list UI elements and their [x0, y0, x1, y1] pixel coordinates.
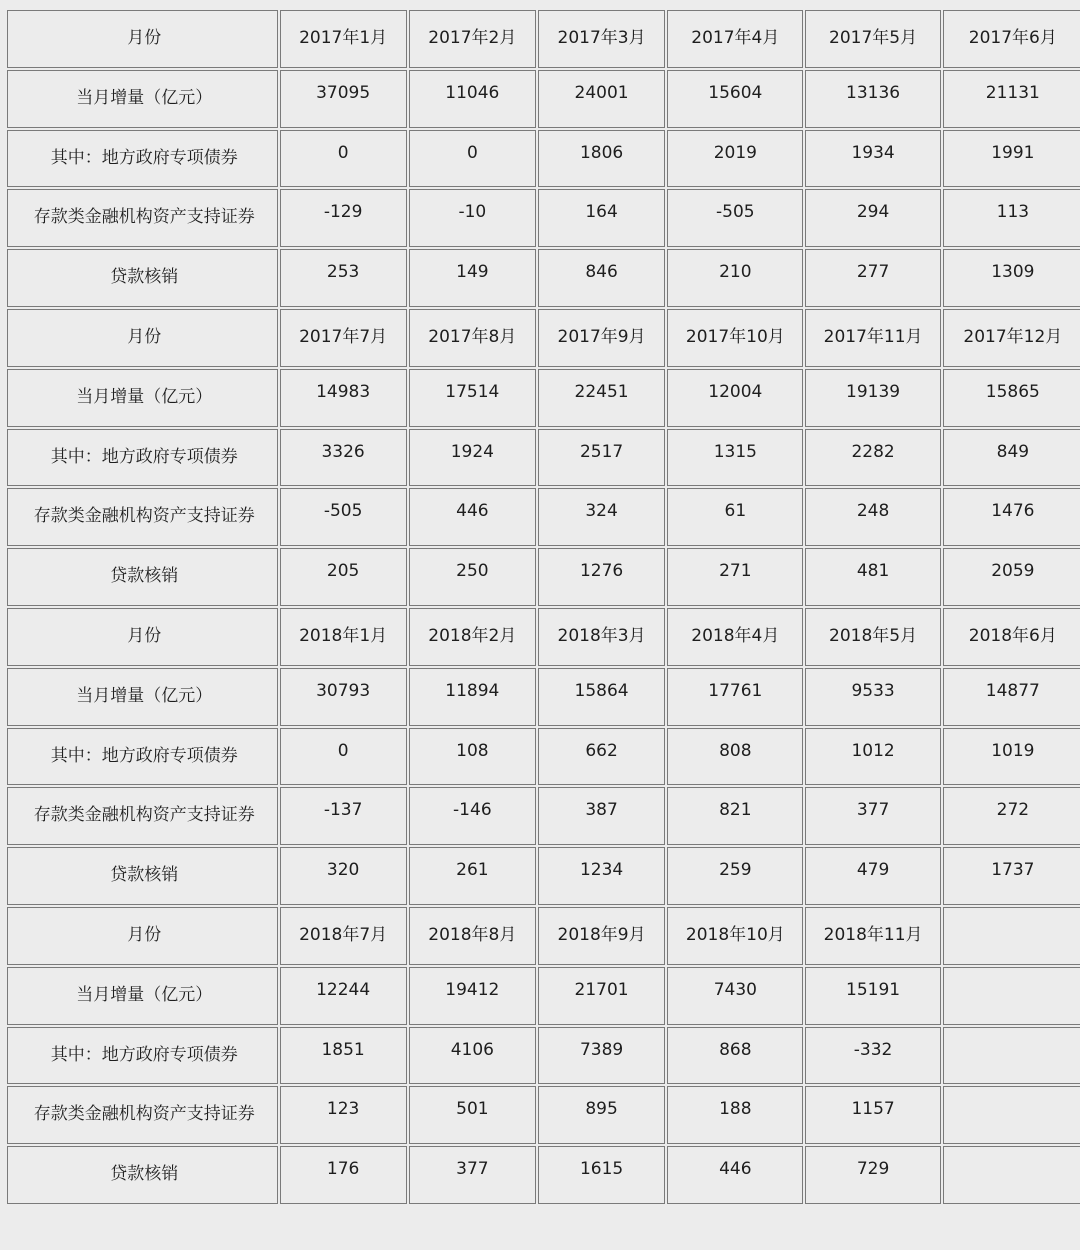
table-cell: 377 [409, 1146, 536, 1204]
table-row [7, 787, 1080, 845]
row-label-cell: 贷款核销 [7, 847, 278, 905]
table-cell: 2018年10月 [667, 907, 803, 965]
table-cell: 13136 [805, 70, 940, 128]
table-row [7, 1027, 1080, 1085]
table-cell: 895 [538, 1086, 665, 1144]
table-cell: 1737 [943, 847, 1080, 905]
table-cell: 12004 [667, 369, 803, 427]
table-cell [943, 907, 1080, 965]
table-row [7, 309, 1080, 367]
table-cell: 11046 [409, 70, 536, 128]
table-cell: 2282 [805, 429, 940, 487]
table-cell: 2018年3月 [538, 608, 665, 666]
table-cell: 19412 [409, 967, 536, 1025]
table-row [7, 70, 1080, 128]
table-cell: 123 [280, 1086, 407, 1144]
table-cell: -146 [409, 787, 536, 845]
table-cell: 324 [538, 488, 665, 546]
table-cell: 2017年1月 [280, 10, 407, 68]
table-cell: 272 [943, 787, 1080, 845]
table-cell: -10 [409, 189, 536, 247]
row-label-cell: 其中：地方政府专项债券 [7, 1027, 278, 1085]
table-cell: 446 [667, 1146, 803, 1204]
row-label-cell: 月份 [7, 10, 278, 68]
table-cell: -137 [280, 787, 407, 845]
table-cell: 320 [280, 847, 407, 905]
table-cell: 37095 [280, 70, 407, 128]
table-cell: 30793 [280, 668, 407, 726]
table-cell: 2017年4月 [667, 10, 803, 68]
table-cell: 2017年10月 [667, 309, 803, 367]
table-cell: 2018年4月 [667, 608, 803, 666]
table-cell: 2018年5月 [805, 608, 940, 666]
table-body [7, 10, 1080, 1204]
table-cell: 277 [805, 249, 940, 307]
table-cell: 210 [667, 249, 803, 307]
table-row [7, 488, 1080, 546]
table-cell [943, 1086, 1080, 1144]
table-cell: 15864 [538, 668, 665, 726]
table-row [7, 130, 1080, 188]
table-cell [943, 967, 1080, 1025]
table-cell: 61 [667, 488, 803, 546]
table-cell: 24001 [538, 70, 665, 128]
table-cell: 2517 [538, 429, 665, 487]
table-cell: 479 [805, 847, 940, 905]
row-label-cell: 贷款核销 [7, 249, 278, 307]
table-row [7, 907, 1080, 965]
table-cell: 0 [280, 728, 407, 786]
table-cell: 15865 [943, 369, 1080, 427]
table-cell: 377 [805, 787, 940, 845]
table-cell: 808 [667, 728, 803, 786]
table-cell: 271 [667, 548, 803, 606]
table-cell: 662 [538, 728, 665, 786]
table-cell: 2018年6月 [943, 608, 1080, 666]
table-cell: 2017年8月 [409, 309, 536, 367]
table-cell: -505 [667, 189, 803, 247]
table-cell: 250 [409, 548, 536, 606]
table-cell: 501 [409, 1086, 536, 1144]
row-label-cell: 存款类金融机构资产支持证券 [7, 787, 278, 845]
table-cell: 2017年11月 [805, 309, 940, 367]
table-row [7, 189, 1080, 247]
table-cell: -332 [805, 1027, 940, 1085]
table-cell: 846 [538, 249, 665, 307]
table-cell: 2017年3月 [538, 10, 665, 68]
table-cell: 0 [280, 130, 407, 188]
row-label-cell: 月份 [7, 907, 278, 965]
table-cell: 15604 [667, 70, 803, 128]
table-cell: 253 [280, 249, 407, 307]
table-cell: 1276 [538, 548, 665, 606]
table-cell: 11894 [409, 668, 536, 726]
table-cell: 22451 [538, 369, 665, 427]
table-cell: 1234 [538, 847, 665, 905]
table-cell [943, 1027, 1080, 1085]
table-cell: 2017年9月 [538, 309, 665, 367]
table-cell: 4106 [409, 1027, 536, 1085]
table-cell: 387 [538, 787, 665, 845]
table-cell: 2018年11月 [805, 907, 940, 965]
table-cell: 7430 [667, 967, 803, 1025]
table-cell: 1991 [943, 130, 1080, 188]
table-cell: 261 [409, 847, 536, 905]
row-label-cell: 贷款核销 [7, 1146, 278, 1204]
row-label-cell: 存款类金融机构资产支持证券 [7, 189, 278, 247]
row-label-cell: 当月增量（亿元） [7, 369, 278, 427]
table-cell: 17761 [667, 668, 803, 726]
row-label-cell: 月份 [7, 309, 278, 367]
row-label-cell: 月份 [7, 608, 278, 666]
table-cell: 1157 [805, 1086, 940, 1144]
table-cell: 1012 [805, 728, 940, 786]
table-cell: 2019 [667, 130, 803, 188]
table-cell: 7389 [538, 1027, 665, 1085]
table-cell: 14877 [943, 668, 1080, 726]
table-cell: 2018年1月 [280, 608, 407, 666]
table-cell: 2018年8月 [409, 907, 536, 965]
row-label-cell: 当月增量（亿元） [7, 70, 278, 128]
row-label-cell: 贷款核销 [7, 548, 278, 606]
table-cell: 1924 [409, 429, 536, 487]
table-cell: 17514 [409, 369, 536, 427]
table-cell: 2018年9月 [538, 907, 665, 965]
table-cell: 19139 [805, 369, 940, 427]
table-cell: 0 [409, 130, 536, 188]
table-cell: 729 [805, 1146, 940, 1204]
table-cell: 1615 [538, 1146, 665, 1204]
table-cell: 15191 [805, 967, 940, 1025]
table-cell: 12244 [280, 967, 407, 1025]
table-cell: 1934 [805, 130, 940, 188]
row-label-cell: 其中：地方政府专项债券 [7, 728, 278, 786]
table-row [7, 668, 1080, 726]
table-cell: 2017年2月 [409, 10, 536, 68]
table-cell: 849 [943, 429, 1080, 487]
table-cell: -505 [280, 488, 407, 546]
row-label-cell: 当月增量（亿元） [7, 668, 278, 726]
row-label-cell: 其中：地方政府专项债券 [7, 429, 278, 487]
table-cell: 176 [280, 1146, 407, 1204]
row-label-cell: 其中：地方政府专项债券 [7, 130, 278, 188]
table-cell: 3326 [280, 429, 407, 487]
table-cell: 868 [667, 1027, 803, 1085]
table-row [7, 847, 1080, 905]
table-cell: 108 [409, 728, 536, 786]
table-row [7, 249, 1080, 307]
table-cell: 2018年7月 [280, 907, 407, 965]
table-row [7, 728, 1080, 786]
table-cell [943, 1146, 1080, 1204]
table-cell: 294 [805, 189, 940, 247]
row-label-cell: 存款类金融机构资产支持证券 [7, 488, 278, 546]
table-cell: -129 [280, 189, 407, 247]
table-row [7, 10, 1080, 68]
table-cell: 1851 [280, 1027, 407, 1085]
table-cell: 481 [805, 548, 940, 606]
table-cell: 14983 [280, 369, 407, 427]
table-cell: 21131 [943, 70, 1080, 128]
table-row [7, 967, 1080, 1025]
table-cell: 9533 [805, 668, 940, 726]
table-cell: 2059 [943, 548, 1080, 606]
table-cell: 164 [538, 189, 665, 247]
table-cell: 2018年2月 [409, 608, 536, 666]
row-label-cell: 存款类金融机构资产支持证券 [7, 1086, 278, 1144]
table-cell: 821 [667, 787, 803, 845]
table-row [7, 369, 1080, 427]
table-row [7, 548, 1080, 606]
table-cell: 1806 [538, 130, 665, 188]
table-cell: 1476 [943, 488, 1080, 546]
table-cell: 2017年6月 [943, 10, 1080, 68]
table-row [7, 1086, 1080, 1144]
table-cell: 205 [280, 548, 407, 606]
table-cell: 2017年7月 [280, 309, 407, 367]
table-cell: 446 [409, 488, 536, 546]
table-row [7, 1146, 1080, 1204]
data-table [5, 8, 1080, 1206]
table-cell: 113 [943, 189, 1080, 247]
table-cell: 1315 [667, 429, 803, 487]
table-row [7, 429, 1080, 487]
table-cell: 149 [409, 249, 536, 307]
table-cell: 248 [805, 488, 940, 546]
table-cell: 2017年12月 [943, 309, 1080, 367]
table-cell: 188 [667, 1086, 803, 1144]
table-cell: 1309 [943, 249, 1080, 307]
table-cell: 2017年5月 [805, 10, 940, 68]
row-label-cell: 当月增量（亿元） [7, 967, 278, 1025]
table-cell: 259 [667, 847, 803, 905]
table-cell: 1019 [943, 728, 1080, 786]
table-row [7, 608, 1080, 666]
table-cell: 21701 [538, 967, 665, 1025]
